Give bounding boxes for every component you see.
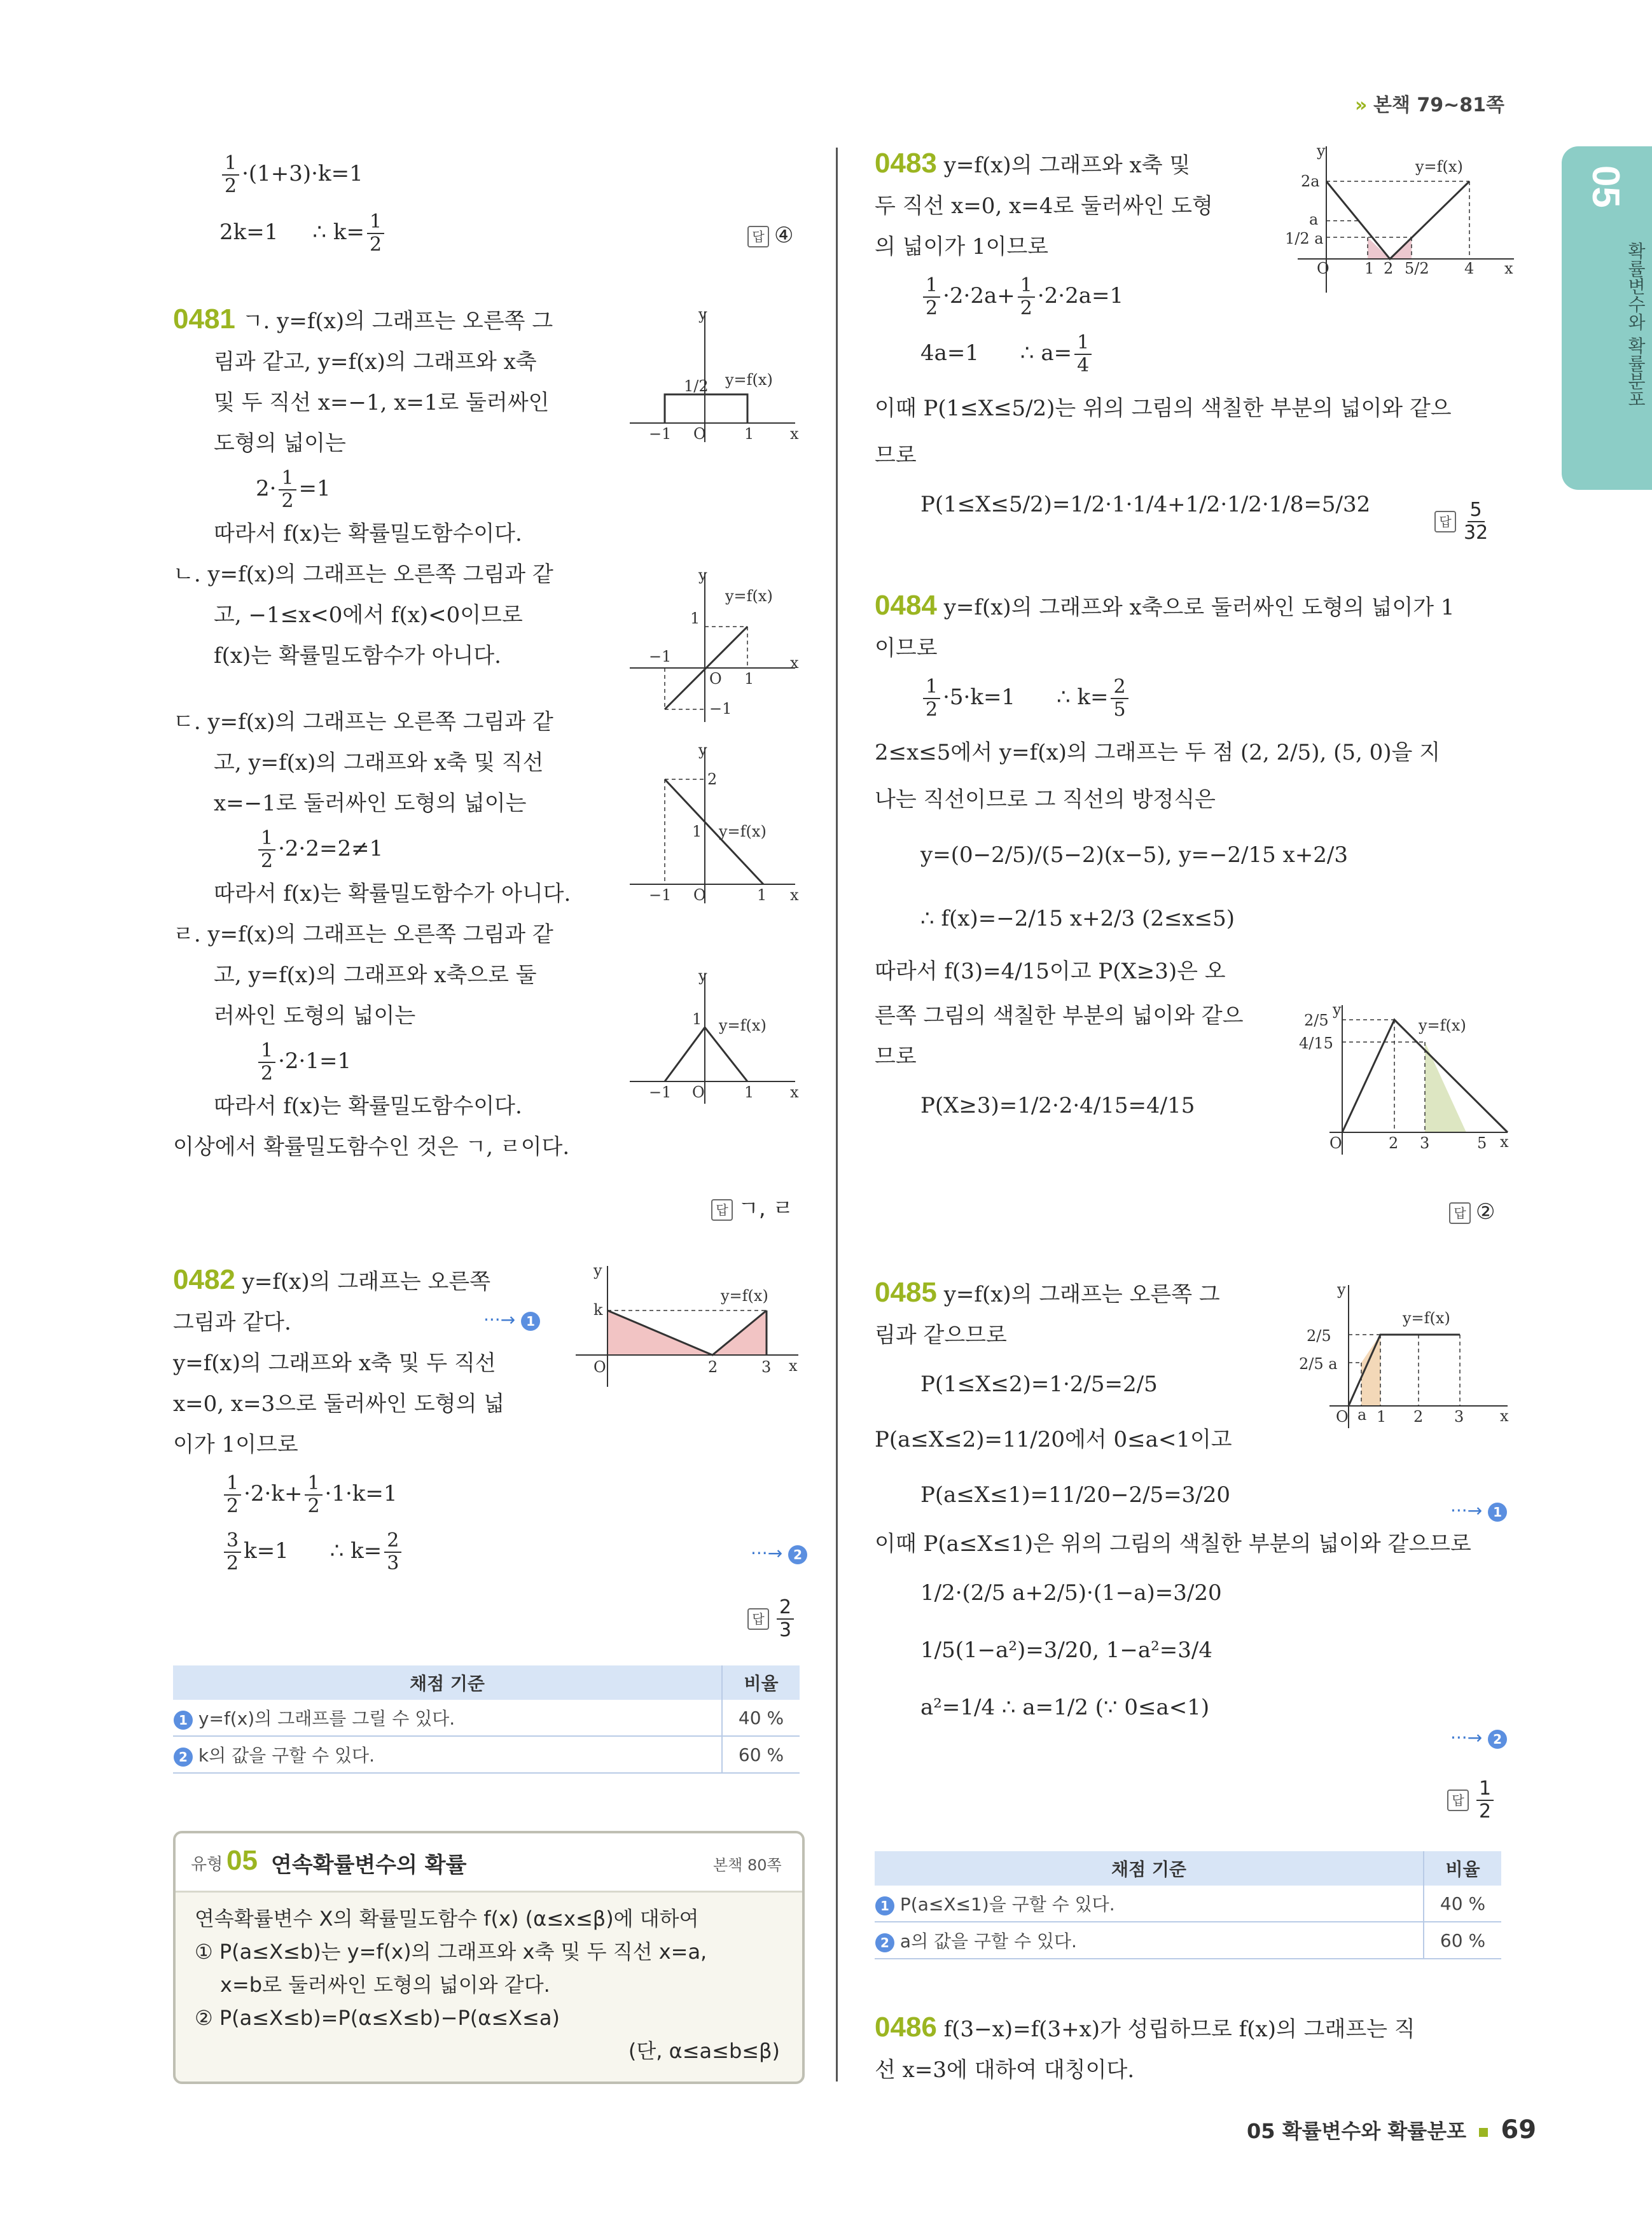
svg-text:−1: −1 bbox=[649, 648, 672, 665]
svg-text:5: 5 bbox=[1477, 1134, 1487, 1152]
answer: 답 $\frac{2}{3}$ bbox=[747, 1597, 796, 1641]
svg-text:−1: −1 bbox=[649, 886, 672, 904]
svg-text:O: O bbox=[1336, 1408, 1349, 1426]
axis-label: y bbox=[698, 305, 707, 323]
graph-0482 bbox=[576, 1263, 805, 1390]
type-box-header: 유형 05 연속확률변수의 확률 본책 80쪽 bbox=[176, 1833, 802, 1893]
chapter-number: 05 bbox=[1585, 165, 1627, 208]
problem-0481: 0481 ㄱ. y=f(x)의 그래프는 오른쪽 그 림과 같고, y=f(x)의 그래프와 x축 및 두 직선 x=−1, x=1로 둘러싸인 도형의 넓이는 2· $\frac{1}{2}$ =1 따라서 f(x)는 확률밀도함수이다. ㄴ. y=f(x)의 그래프는 오른쪽 그림과 같 고, −1≤x<0에서 f(x)<0이므로 f(x)는 확률밀도함수가 아니다. ㄷ. y=f(x)의 그래프는 오른쪽 그림과 같 고, y=f(x)의 그래프와 x축 및 직선 x=−1로 둘러싸인 도형의 넓이는 $\frac{1}{2}$ ·2·2=2≠1 따라서 f(x)는 확률밀도함수가 아니다. ㄹ. y=f(x)의 그래프는 오른쪽 그림과 같 고, y=f(x)의 그래프와 x축으로 둘 러싸인 도형의 넓이는 $\frac{1}{2}$ ·2·1=1 따라서 f(x)는 확률밀도함수이다. 이상에서 확률밀도함수인 것은 ㄱ, ㄹ이다. bbox=[173, 303, 571, 1160]
svg-text:3: 3 bbox=[761, 1358, 772, 1376]
svg-text:O: O bbox=[693, 425, 706, 443]
svg-text:y: y bbox=[698, 566, 707, 584]
svg-text:y: y bbox=[1337, 1281, 1346, 1298]
svg-text:2: 2 bbox=[1389, 1134, 1399, 1152]
svg-text:−1: −1 bbox=[649, 425, 672, 443]
answer-icon: 답 bbox=[747, 226, 769, 247]
problem-number: 0483 bbox=[875, 148, 937, 179]
svg-text:O: O bbox=[692, 1083, 705, 1101]
svg-text:y=f(x): y=f(x) bbox=[1403, 1309, 1450, 1327]
svg-text:2/5 a: 2/5 a bbox=[1299, 1355, 1338, 1373]
page-footer: 05 확률변수와 확률분포 69 bbox=[1247, 2115, 1537, 2144]
svg-text:x: x bbox=[1504, 260, 1513, 277]
svg-text:y: y bbox=[698, 967, 707, 985]
svg-text:1/2 a: 1/2 a bbox=[1285, 230, 1324, 247]
problem-0486: 0486 f(3−x)=f(3+x)가 성립하므로 f(x)의 그래프는 직 선 x=3에 대하여 대칭이다. bbox=[875, 2012, 1415, 2083]
problem-0482: 0482 y=f(x)의 그래프는 오른쪽 그림과 같다. y=f(x)의 그래프와 x축 및 두 직선 x=0, x=3으로 둘러싸인 도형의 넓 이가 1이므로 $\frac{1}{2}$ ·2·k+ $\frac{1}{2}$ ·1·k=1 $\frac{3}{2}$ k=1 ∴ k= $\frac{2}{3}$ bbox=[173, 1264, 505, 1574]
graph-0481-a bbox=[623, 305, 802, 445]
answer: 답 ㄱ, ㄹ bbox=[711, 1191, 793, 1222]
svg-text:O: O bbox=[709, 670, 722, 688]
problem-number: 0482 bbox=[173, 1264, 235, 1295]
svg-text:x: x bbox=[790, 886, 799, 904]
graph-0485 bbox=[1298, 1279, 1514, 1431]
problem-0483: 0483 y=f(x)의 그래프와 x축 및 두 직선 x=0, x=4로 둘러싸인 도형 의 넓이가 1이므로 $\frac{1}{2}$ ·2·2a+ $\frac{1}{2}$ ·2·2a=1 4a=1 ∴ a= $\frac{1}{4}$ 이때 P(1≤X≤5/2)는 위의 그림의 색칠한 부분의 넓이와 같으 므로 P(1≤X≤5/2)=1/2·1·1/4+1/2·1/2·1/8=5/32 bbox=[875, 148, 1452, 517]
scoring-table: 채점 기준 비율 1 y=f(x)의 그래프를 그릴 수 있다. 40 % 2 k의 값을 구할 수 있다. 60 % bbox=[173, 1665, 800, 1774]
svg-text:x: x bbox=[790, 1083, 799, 1101]
svg-text:2a: 2a bbox=[1301, 172, 1320, 190]
svg-text:x: x bbox=[789, 1357, 798, 1375]
square-bullet-icon bbox=[1479, 2128, 1488, 2137]
svg-text:a: a bbox=[1357, 1406, 1367, 1424]
table-row: 2 a의 값을 구할 수 있다. 60 % bbox=[875, 1922, 1501, 1959]
double-chevron-icon: » bbox=[1355, 94, 1368, 116]
answer-icon: 답 bbox=[1434, 511, 1456, 532]
axis-label: x bbox=[790, 425, 799, 443]
svg-text:2/5: 2/5 bbox=[1307, 1327, 1331, 1345]
svg-text:y: y bbox=[698, 741, 707, 759]
chapter-side-tab bbox=[1562, 146, 1652, 490]
svg-text:1: 1 bbox=[692, 823, 702, 840]
svg-text:y: y bbox=[593, 1263, 602, 1279]
svg-text:−1: −1 bbox=[709, 700, 732, 718]
table-row: 1 P(a≤X≤1)을 구할 수 있다. 40 % bbox=[875, 1886, 1501, 1922]
svg-text:y=f(x): y=f(x) bbox=[725, 371, 773, 389]
svg-text:1: 1 bbox=[744, 670, 754, 688]
problem-number: 0481 bbox=[173, 303, 235, 335]
answer-icon: 답 bbox=[1447, 1790, 1469, 1811]
svg-text:2: 2 bbox=[1384, 260, 1394, 277]
svg-text:x: x bbox=[1500, 1133, 1509, 1151]
svg-text:y=f(x): y=f(x) bbox=[725, 587, 773, 605]
answer: 답 $\frac{1}{2}$ bbox=[1447, 1778, 1496, 1823]
problem-number: 0484 bbox=[875, 590, 937, 621]
answer: 답 ② bbox=[1449, 1199, 1495, 1225]
graph-0481-d bbox=[623, 967, 802, 1107]
chapter-title: 확률변수와 확률분포 bbox=[1625, 242, 1646, 408]
svg-text:x: x bbox=[1500, 1407, 1509, 1425]
svg-text:1: 1 bbox=[744, 425, 754, 443]
answer-icon: 답 bbox=[1449, 1202, 1471, 1224]
svg-text:y: y bbox=[1333, 1001, 1342, 1018]
svg-text:2: 2 bbox=[1413, 1408, 1424, 1426]
svg-text:y=f(x): y=f(x) bbox=[1419, 1017, 1466, 1034]
svg-text:O: O bbox=[1317, 260, 1329, 277]
svg-text:y=f(x): y=f(x) bbox=[719, 823, 767, 840]
svg-text:−1: −1 bbox=[649, 1083, 672, 1101]
column-divider bbox=[836, 148, 838, 2082]
answer: 답 $\frac{5}{32}$ bbox=[1434, 499, 1490, 544]
svg-text:2/5: 2/5 bbox=[1304, 1011, 1329, 1029]
table-row: 2 k의 값을 구할 수 있다. 60 % bbox=[173, 1736, 800, 1773]
graph-0483 bbox=[1279, 143, 1520, 296]
problem-0485: 0485 y=f(x)의 그래프는 오른쪽 그 림과 같으므로 P(1≤X≤2)=1·2/5=2/5 P(a≤X≤2)=11/20에서 0≤a<1이고 P(a≤X≤1)=11/20−2/5=3/20 이때 P(a≤X≤1)은 위의 그림의 색칠한 부분의 넓이와 같으므로 1/2·(2/5 a+2/5)·(1−a)=3/20 1/5(1−a²)=3/20, 1−a²=3/4 a²=1/4 ∴ a=1/2 (∵ 0≤a<1) bbox=[875, 1277, 1471, 1720]
svg-text:a: a bbox=[1309, 211, 1319, 228]
svg-text:1: 1 bbox=[757, 886, 767, 904]
type-box: 유형 05 연속확률변수의 확률 본책 80쪽 연속확률변수 X의 확률밀도함수 f(x) (α≤x≤β)에 대하여 ① P(a≤X≤b)는 y=f(x)의 그래프와 x축 및 두 직선 x=a, x=b로 둘러싸인 도형의 넓이와 같다. ② P(a≤X≤b)=P(α≤X≤b)−P(α≤X≤a) (단, α≤a≤b≤β) bbox=[173, 1831, 805, 2084]
table-row: 1 y=f(x)의 그래프를 그릴 수 있다. 40 % bbox=[173, 1700, 800, 1736]
page-ref: » 본책 79~81쪽 bbox=[1355, 94, 1504, 116]
svg-text:O: O bbox=[1329, 1134, 1342, 1152]
svg-text:k: k bbox=[593, 1301, 603, 1319]
answer-icon: 답 bbox=[711, 1199, 733, 1221]
svg-text:3: 3 bbox=[1420, 1134, 1430, 1152]
answer: 답 ④ bbox=[747, 223, 793, 248]
svg-text:O: O bbox=[693, 886, 706, 904]
eq-line: 2k=1 ∴ k= $\frac{1}{2}$ bbox=[219, 211, 387, 256]
svg-text:y=f(x): y=f(x) bbox=[1415, 158, 1463, 176]
svg-text:1: 1 bbox=[1377, 1408, 1387, 1426]
svg-text:O: O bbox=[593, 1358, 606, 1376]
svg-text:1: 1 bbox=[1364, 260, 1375, 277]
svg-text:1: 1 bbox=[692, 1010, 702, 1028]
graph-0481-c bbox=[623, 741, 802, 907]
svg-text:1: 1 bbox=[744, 1083, 754, 1101]
svg-text:2: 2 bbox=[707, 770, 718, 788]
graph-0484 bbox=[1298, 999, 1514, 1158]
scoring-table: 채점 기준 비율 1 P(a≤X≤1)을 구할 수 있다. 40 % 2 a의 값을 구할 수 있다. 60 % bbox=[875, 1851, 1501, 1959]
svg-text:5/2: 5/2 bbox=[1405, 260, 1429, 277]
svg-text:4/15: 4/15 bbox=[1299, 1034, 1333, 1052]
svg-text:4: 4 bbox=[1464, 260, 1475, 277]
svg-text:1: 1 bbox=[690, 609, 700, 627]
svg-text:1/2: 1/2 bbox=[684, 377, 709, 395]
svg-text:x: x bbox=[790, 654, 799, 672]
step-marker: ···→ 2 bbox=[1450, 1727, 1507, 1749]
svg-text:3: 3 bbox=[1454, 1408, 1464, 1426]
problem-number: 0486 bbox=[875, 2012, 937, 2043]
graph-0481-b bbox=[623, 566, 802, 725]
problem-0484: 0484 y=f(x)의 그래프와 x축으로 둘러싸인 도형의 넓이가 1 이므로 $\frac{1}{2}$ ·5·k=1 ∴ k= $\frac{2}{5}$ 2≤x≤5에서 y=f(x)의 그래프는 두 점 (2, 2/5), (5, 0)을 지 나는 직선이므로 그 직선의 방정식은 y=(0−2/5)/(5−2)(x−5), y=−2/15 x+2/3 ∴ f(x)=−2/15 x+2/3 (2≤x≤5) 따라서 f(3)=4/15이고 P(X≥3)은 오 른쪽 그림의 색칠한 부분의 넓이와 같으 므로 P(X≥3)=1/2·2·4/15=4/15 bbox=[875, 590, 1455, 1118]
page-number: 69 bbox=[1501, 2115, 1537, 2144]
step-marker: ···→ 2 bbox=[751, 1543, 807, 1564]
svg-text:y: y bbox=[1317, 143, 1326, 160]
answer-icon: 답 bbox=[747, 1608, 769, 1630]
problem-number: 0485 bbox=[875, 1277, 937, 1308]
svg-text:y=f(x): y=f(x) bbox=[721, 1287, 768, 1305]
eq-line: $\frac{1}{2}$ ·(1+3)·k=1 bbox=[219, 153, 363, 197]
step-marker: ···→ 1 bbox=[1450, 1500, 1507, 1522]
svg-text:2: 2 bbox=[708, 1358, 718, 1376]
svg-text:y=f(x): y=f(x) bbox=[719, 1017, 767, 1034]
step-marker: ···→ 1 bbox=[483, 1309, 540, 1331]
